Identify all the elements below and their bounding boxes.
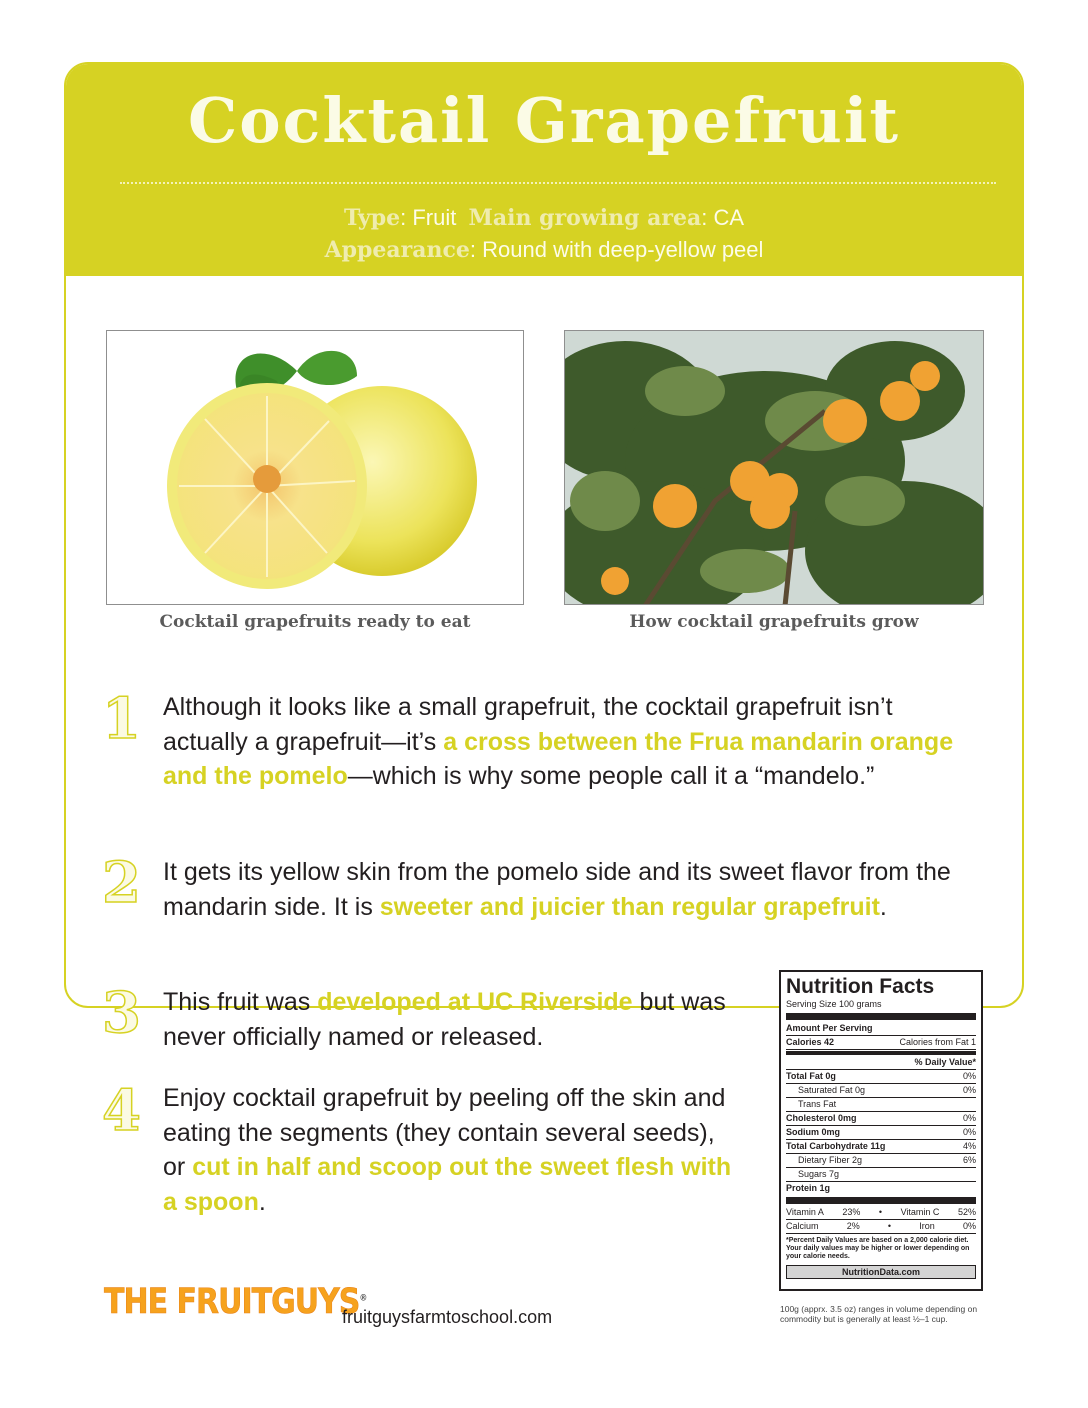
fact-number-2: 2 — [102, 850, 141, 916]
tree-illustration — [565, 331, 984, 605]
website-url[interactable]: fruitguysfarmtoschool.com — [342, 1307, 553, 1327]
registered-mark: ® — [359, 1292, 367, 1303]
mineral-row: Calcium 2% • Iron 0% — [786, 1220, 976, 1234]
area-label: Main growing area — [468, 205, 702, 231]
fact-1 — [163, 690, 983, 794]
fact-4 — [163, 1081, 738, 1219]
fact-2-highlight: sweeter and juicier than regular grapefruit — [379, 892, 880, 921]
grapefruit-cut-photo — [106, 330, 524, 605]
daily-value-note: *Percent Daily Values are based on a 2,000 calorie diet. Your daily values may be higher or lower depending on your calorie needs. — [786, 1237, 970, 1260]
caption-how-they-grow: How cocktail grapefruits grow — [629, 612, 919, 632]
nutrient-row: Sugars 7g — [786, 1168, 976, 1182]
nutrition-heading: Nutrition Facts — [786, 975, 935, 998]
type-value: Fruit — [412, 205, 457, 230]
amount-per-serving: Amount Per Serving — [786, 1022, 976, 1036]
fact-2 — [163, 855, 983, 924]
nutrient-row: Sodium 0mg 0% — [786, 1126, 976, 1140]
fact-1-text-a: Although it looks like a small grapefruit, the cocktail grapefruit isn’t actually a grapefruit—it’s — [163, 693, 893, 756]
header-band — [66, 64, 1022, 276]
fact-4-text-a: Enjoy cocktail grapefruit by peeling off the skin and eating the segments (they contain several seeds), or — [163, 1084, 726, 1181]
fruitguys-logo: THE FRUITGUYS® — [104, 1282, 367, 1323]
fact-4-text-b: . — [258, 1187, 266, 1216]
meta-line-1: Type: Fruit Main growing area: CA — [343, 205, 745, 231]
dotted-divider — [120, 182, 996, 184]
fact-1-highlight: a cross between the Frua mandarin orange and the pomelo — [163, 727, 954, 790]
fruit-meta — [66, 202, 1022, 266]
nutrition-facts-label — [779, 970, 983, 1291]
grapefruit-illustration — [107, 331, 524, 605]
fact-2-text-b: . — [879, 892, 887, 921]
serving-size: Serving Size 100 grams — [786, 999, 882, 1009]
nutrient-row: Total Fat 0g 0% — [786, 1070, 976, 1084]
type-label: Type — [343, 205, 401, 231]
fact-1-text-b: —which is why some people call it a “mandelo.” — [347, 762, 875, 790]
nutrient-row: Trans Fat — [786, 1098, 976, 1112]
fact-number-1: 1 — [102, 686, 141, 752]
fact-3-text-b: but was never officially named or released. — [163, 988, 726, 1051]
fact-number-3: 3 — [102, 980, 141, 1046]
meta-line-2: Appearance: Round with deep-yellow peel — [324, 237, 764, 263]
appearance-value: Round with deep-yellow peel — [482, 237, 764, 262]
page-title: Cocktail Grapefruit — [187, 84, 901, 157]
nutrient-row: Total Carbohydrate 11g 4% — [786, 1140, 976, 1154]
nutrient-row: Cholesterol 0mg 0% — [786, 1112, 976, 1126]
grapefruit-tree-photo — [564, 330, 984, 605]
fact-3-text-a: This fruit was — [163, 988, 318, 1016]
nutrient-row: Protein 1g — [786, 1183, 831, 1193]
appearance-label: Appearance — [324, 237, 470, 263]
fact-3-highlight: developed at UC Riverside — [317, 988, 633, 1016]
fact-4-highlight: cut in half and scoop out the sweet flesh with a spoon — [163, 1153, 732, 1216]
area-value: CA — [713, 205, 745, 230]
serving-footnote: 100g (apprx. 3.5 oz) ranges in volume depending on commodity but is generally at least ½–1 cup. — [780, 1304, 978, 1324]
fact-2-text-a: It gets its yellow skin from the pomelo side and its sweet flavor from the mandarin side. It is — [163, 858, 951, 921]
caption-ready-to-eat: Cocktail grapefruits ready to eat — [159, 612, 471, 632]
calories-row: Calories 42 Calories from Fat 1 — [786, 1036, 976, 1050]
nutrient-row: Dietary Fiber 2g 6% — [786, 1154, 976, 1168]
fact-3 — [163, 985, 753, 1054]
nutrition-source: NutritionData.com — [786, 1265, 976, 1279]
nutrient-row: Saturated Fat 0g 0% — [786, 1084, 976, 1098]
vitamin-row: Vitamin A 23% • Vitamin C 52% — [786, 1206, 976, 1220]
daily-value-header: % Daily Value* — [786, 1056, 976, 1070]
fact-number-4: 4 — [102, 1078, 141, 1144]
